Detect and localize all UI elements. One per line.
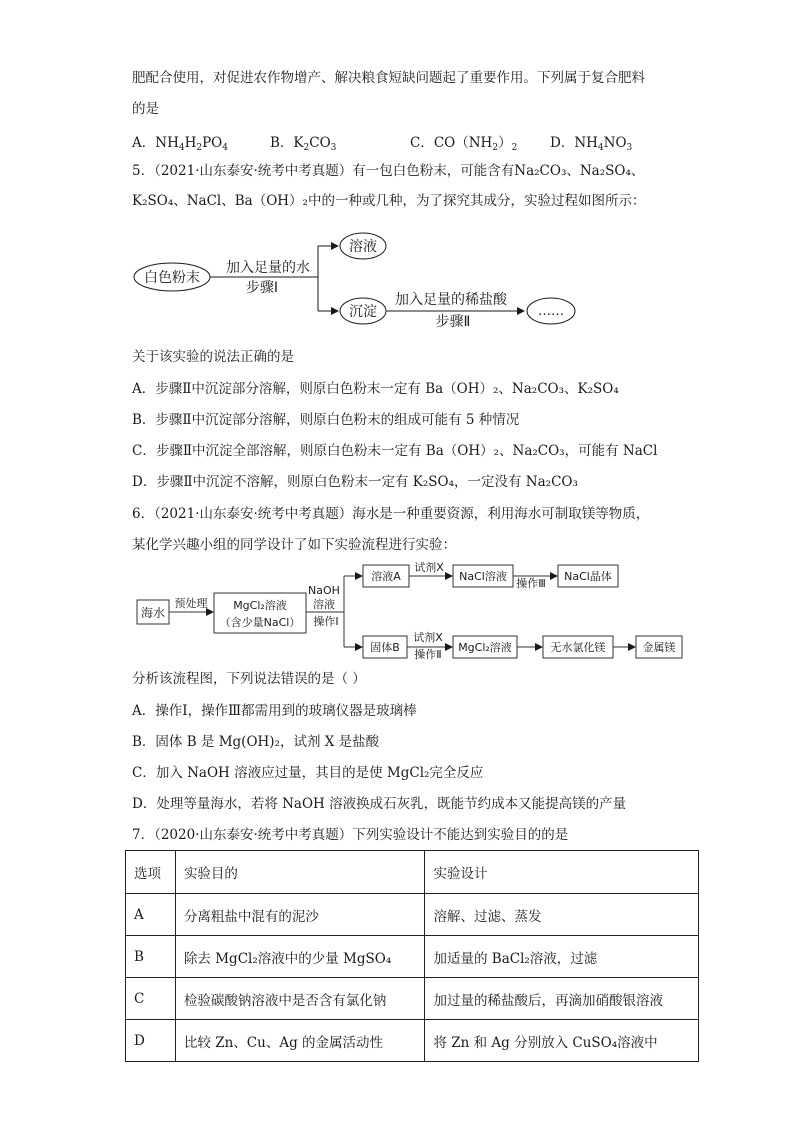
start-node-label: 白色粉末 [144,270,200,286]
nacl-crystal-label: NaCl晶体 [564,570,612,583]
q6-stem-line1: 6．（2021·山东泰安·统考中考真题）海水是一种重要资源，利用海水可制取镁等物质， [132,506,650,522]
header-design: 实验设计 [425,851,699,894]
q4-option-d: D．$NH_4NO_3$ [550,135,633,153]
step1-label-top: 加入足量的水 [226,260,310,276]
op3-label: 操作Ⅲ [516,577,546,590]
anhydrous-label: 无水氯化镁 [550,641,606,654]
q6-stem-line2: 某化学兴趣小组的同学设计了如下实验流程进行实验： [132,537,456,553]
row-purpose: 除去 MgCl₂溶液中的少量 MgSO₄ [175,936,425,978]
row-option: D [126,1020,176,1062]
result-node-label: …… [538,304,564,319]
q4-stem-line1: 肥配合使用，对促进农作物增产、解决粮食短缺问题起了重要作用。下列属于复合肥料 [132,70,645,86]
row-option: B [126,936,176,978]
reagent-x-bottom-label: 试剂X [413,631,443,644]
q4-option-a: A．$NH_4H_2PO_4$ [132,135,228,153]
q5-question: 关于该实验的说法正确的是 [132,349,294,365]
row-design: 加过量的稀盐酸后，再滴加硝酸银溶液 [425,978,699,1020]
q5-stem-line1: 5．（2021·山东泰安·统考中考真题）有一包白色粉末，可能含有Na₂CO₃、Na₂SO₄、 [132,163,645,179]
solution-node-label: 溶液 [349,239,377,255]
table-row [126,978,699,1020]
q7-stem: 7．（2020·山东泰安·统考中考真题）下列实验设计不能达到实验目的的是 [132,827,569,843]
step2-label-bottom: 步骤Ⅱ [435,314,471,330]
q5-option-b: B．步骤Ⅱ中沉淀部分溶解，则原白色粉末的组成可能有 5 种情况 [132,412,520,428]
row-design: 将 Zn 和 Ag 分别放入 CuSO₄溶液中 [425,1020,699,1062]
q6-option-b: B．固体 B 是 Mg(OH)₂，试剂 X 是盐酸 [132,734,380,750]
header-option: 选项 [126,851,176,894]
header-purpose: 实验目的 [175,851,425,894]
q5-option-c: C．步骤Ⅱ中沉淀全部溶解，则原白色粉末一定有 Ba（OH）₂、Na₂CO₃，可能有 NaCl [132,443,658,459]
q5-option-a: A．步骤Ⅱ中沉淀部分溶解，则原白色粉末一定有 Ba（OH）₂、Na₂CO₃、K₂SO₄ [132,381,619,397]
step2-label-top: 加入足量的稀盐酸 [395,292,507,308]
q6-option-d: D．处理等量海水，若将 NaOH 溶液换成石灰乳，既能节约成本又能提高镁的产量 [132,796,627,812]
q4-stem-line2: 的是 [132,101,159,117]
mgcl2-mix-line1: MgCl₂溶液 [233,599,287,612]
op1-label: 操作Ⅰ [313,615,339,628]
q6-option-c: C．加入 NaOH 溶液应过量，其目的是使 MgCl₂完全反应 [132,765,484,781]
precipitate-node-label: 沉淀 [349,304,377,320]
naoh-label-line1: NaOH [308,584,340,597]
pretreat-label: 预处理 [174,597,208,610]
q6-question: 分析该流程图，下列说法错误的是（ ） [132,671,366,687]
row-purpose: 检验碳酸钠溶液中是否含有氯化钠 [175,978,425,1020]
q6-flowchart [137,560,682,661]
q4-option-c: C．$CO(NH_2)_2$ [410,135,518,153]
table-row [126,1020,699,1062]
row-option: A [126,894,176,936]
q6-option-a: A．操作Ⅰ，操作Ⅲ都需用到的玻璃仪器是玻璃棒 [132,703,417,719]
row-option: C [126,978,176,1020]
row-design: 溶解、过滤、蒸发 [425,894,699,936]
q5-stem-line2: K₂SO₄、NaCl、Ba（OH）₂中的一种或几种，为了探究其成分，实验过程如图所示： [132,193,646,209]
op2-label: 操作Ⅱ [414,648,442,661]
mgcl2-solution-label: MgCl₂溶液 [458,641,512,654]
solid-b-label: 固体B [370,641,400,654]
q4-option-b: B．$K_2CO_3$ [270,135,337,153]
table-header-row [126,851,699,894]
q5-option-d: D．步骤Ⅱ中沉淀不溶解，则原白色粉末一定有 K₂SO₄，一定没有 Na₂CO₃ [132,474,578,490]
naoh-label-line2: 溶液 [313,598,335,611]
table-row [126,936,699,978]
solution-a-label: 溶液A [371,570,401,583]
seawater-label: 海水 [140,606,166,620]
row-design: 加适量的 BaCl₂溶液，过滤 [425,936,699,978]
metal-mg-label: 金属镁 [642,641,676,654]
mgcl2-mix-line2: （含少量NaCl） [219,616,301,629]
q7-table [125,850,699,1062]
row-purpose: 分离粗盐中混有的泥沙 [175,894,425,936]
step1-label-bottom: 步骤Ⅰ [245,280,279,296]
row-purpose: 比较 Zn、Cu、Ag 的金属活动性 [175,1020,425,1062]
table-row [126,894,699,936]
reagent-x-top-label: 试剂X [414,561,444,574]
nacl-solution-label: NaCl溶液 [459,570,507,583]
